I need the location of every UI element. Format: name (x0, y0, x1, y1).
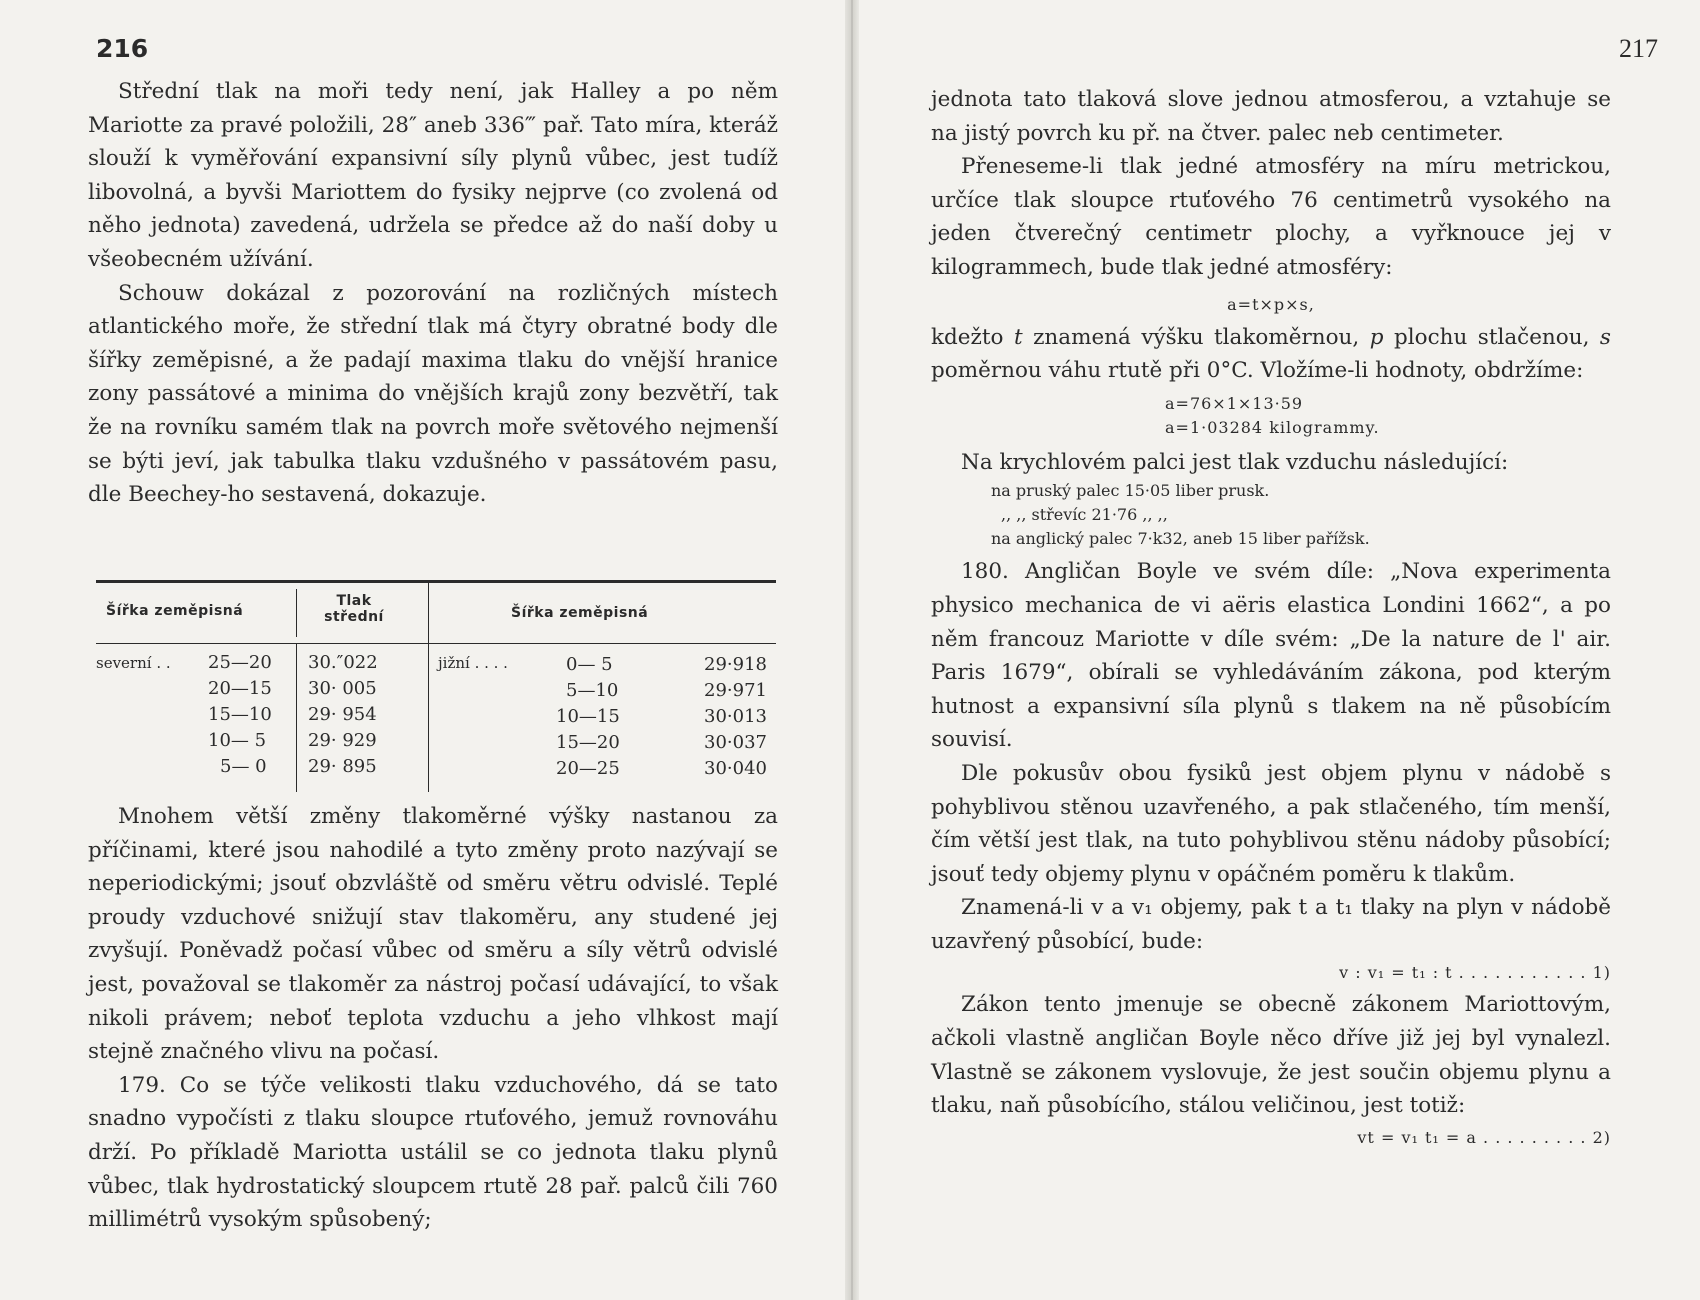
table-south-value: 30·040 (704, 758, 767, 779)
table-south-range: 20—25 (556, 758, 620, 779)
table-north-range: 15—10 (208, 704, 272, 725)
pressure-list-item: na pruský palec 15·05 liber prusk. (991, 481, 1270, 501)
table-north-value: 30.″022 (308, 652, 378, 673)
table-south-value: 29·971 (704, 680, 767, 701)
table-south-range: 15—20 (556, 732, 620, 753)
right-paragraph-1: jednota tato tlaková slove jednou atmosferou, a vztahuje se na jistý povrch ku př. na čtver. palec neb centimeter. (931, 87, 1611, 146)
table-north-value: 29· 929 (308, 730, 377, 751)
table-header-divider-1 (296, 589, 297, 637)
table-north-value: 29· 954 (308, 704, 377, 725)
table-south-label: jižní . . . . (438, 654, 508, 672)
right-paragraph-4: Na krychlovém palci jest tlak vzduchu následující: (961, 449, 1509, 475)
left-text-bottom (88, 800, 778, 1237)
symbol-s: s (1599, 324, 1611, 350)
left-text-top (88, 75, 778, 512)
table-header-divider-2 (428, 583, 429, 643)
right-page (859, 0, 1700, 1300)
table-header (96, 583, 776, 643)
left-paragraph-3: Mnohem větší změny tlakoměrné výšky nastanou za příčinami, které jsou nahodilé a tyto změny proto nazývají se neperiodickými; jsouť obzvláště od směru větru odvislé. Teplé proudy vzduchové snižují stav tlakoměru, any studené jej zvyšují. Poněvadž počasí vůbec od směru a síly větrů odvislé jest, považoval se tlakoměr za nástroj počasí udávající, to však nikoli právem; neboť teplota vzduchu a jeho vlhkost mají stejně značného vlivu na počasí. (88, 804, 778, 1065)
table-south-range: 5—10 (566, 680, 619, 701)
right-paragraph-5: 180. Angličan Boyle ve svém díle: „Nova experimenta physico mechanica de vi aëris elastica Londini 1662“, a po něm francouz Mariotte v díle svém: „De la nature de l' air. Paris 1679“, obírali se vyhledáváním zákona, pod kterým hutnost a expansivní síla plynů s tlakem na ně působícím souvisí. (931, 559, 1611, 753)
left-paragraph-4: 179. Co se týče velikosti tlaku vzduchového, dá se tato snadno vypočísti z tlaku sloupce rtuťového, jemuž rovnováhu drží. Po příkladě Mariotta ustálil se co jednota tlaku plynů vůbec, tlak hydrostatický sloupcem rtutě 28 pař. palců čili 760 millimétrů vysokým spůsobený; (88, 1072, 778, 1233)
table-south-value: 30·037 (704, 732, 767, 753)
table-south-value: 30·013 (704, 706, 767, 727)
book-gutter (845, 0, 859, 1300)
table-header-latitude-north: Šířka zeměpisná (106, 603, 244, 619)
table-south-value: 29·918 (704, 654, 767, 675)
right-paragraph-2: Přeneseme-li tlak jedné atmosféry na míru metrickou, určíce tlak sloupce rtuťového 76 centimetrů vysokého na jeden čtverečný centimetr plochy, a vyřknouce jej v kilogrammech, bude tlak jedné atmosféry: (931, 154, 1611, 280)
formula-atmosphere: a=t×p×s, (1227, 294, 1315, 314)
table-body-divider-1 (296, 644, 297, 792)
formula-boyle-1: v : v₁ = t₁ : t . . . . . . . . . . . 1) (1339, 963, 1611, 983)
formula-result: a=1·03284 kilogrammy. (1165, 417, 1380, 437)
right-paragraph-3 (931, 321, 1611, 388)
text-kdezto: kdežto (931, 324, 1004, 350)
table-north-range: 20—15 (208, 678, 272, 699)
left-page (0, 0, 845, 1300)
table-header-pressure: Tlak střední (324, 593, 384, 625)
left-paragraph-1: Střední tlak na moři tedy není, jak Halley a po něm Mariotte za pravé položili, 28″ aneb 336‴ pař. Tato míra, kteráž slouží k vyměřování expansivní síly plynů vůbec, jest tudíž libovolná, a byvši Mariottem do fysiky nejprve (co zvolená od něho jednota) zavedená, udržela se předce až do naší doby u všeobecném užívání. (88, 79, 778, 272)
table-north-value: 29· 895 (308, 756, 377, 777)
table-north-range: 5— 0 (220, 756, 267, 777)
right-paragraph-7: Znamená-li v a v₁ objemy, pak t a t₁ tlaky na plyn v nádobě uzavřený působící, bude: (931, 895, 1611, 954)
table-body-divider-2 (428, 644, 429, 792)
right-paragraph-8: Zákon tento jmenuje se obecně zákonem Mariottovým, ačkoli vlastně angličan Boyle něco dříve již jej byl vynalezl. Vlastně se zákonem vyslovuje, že jest součin objemu plynu a tlaku, naň působícího, stálou veličinou, jest totiž: (931, 992, 1611, 1119)
table-body (96, 644, 776, 794)
formula-substitution: a=76×1×13·59 (1165, 393, 1304, 413)
pressure-list-item: ,, ,, střevíc 21·76 ,, ,, (1001, 505, 1168, 525)
table-north-label: severní . . (96, 654, 171, 672)
text-pomernou: poměrnou váhu rtutě při 0°C. Vložíme-li hodnoty, obdržíme: (931, 358, 1584, 384)
left-paragraph-2: Schouw dokázal z pozorování na rozličných místech atlantického moře, že střední tlak má čtyry obratné body dle šířky zeměpisné, a že padají maxima tlaku do vnější hranice zony passátové a minima do vnějších krajů zony bezvětří, tak že na rovníku samém tlak na povrch moře světového nejmenší se býti jeví, jak tabulka tlaku vzdušného v passátovém pasu, dle Beechey-ho sestavená, dokazuje. (88, 280, 778, 508)
pressure-table (96, 580, 776, 794)
formula-boyle-2: vt = v₁ t₁ = a . . . . . . . . . 2) (1357, 1127, 1611, 1147)
symbol-t: t (1013, 324, 1023, 350)
table-south-range: 0— 5 (566, 654, 613, 675)
right-text (931, 83, 1611, 1153)
table-north-range: 10— 5 (208, 730, 267, 751)
symbol-p: p (1369, 324, 1384, 350)
text-plochu: plochu stlačenou, (1393, 324, 1590, 350)
page-number-left: 216 (96, 34, 149, 63)
text-znamena: znamená výšku tlakoměrnou, (1033, 324, 1360, 350)
right-paragraph-6: Dle pokusův obou fysiků jest objem plynu v nádobě s pohyblivou stěnou uzavřeného, a pak stlačeného, tím menší, čím větší jest tlak, na tuto pohyblivou stěnu nádoby působící; jsouť tedy objemy plynu v opáčném poměru k tlakům. (931, 760, 1611, 887)
table-south-range: 10—15 (556, 706, 620, 727)
pressure-list-item: na anglický palec 7·k32, aneb 15 liber pařížsk. (991, 529, 1370, 549)
table-north-range: 25—20 (208, 652, 272, 673)
table-north-value: 30· 005 (308, 678, 377, 699)
page-number-right: 217 (1619, 34, 1658, 63)
table-header-latitude-south: Šířka zeměpisná (511, 605, 649, 621)
